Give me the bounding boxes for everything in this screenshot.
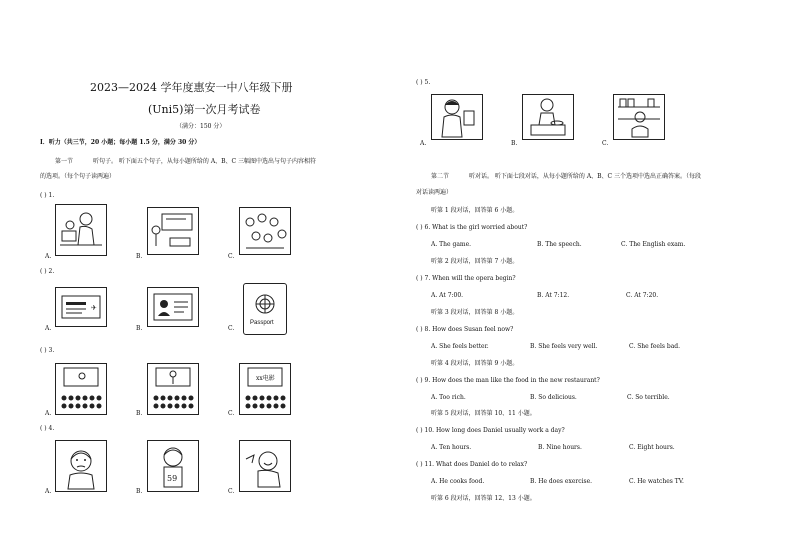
question-number: ( ) 4. — [40, 425, 55, 432]
option-b: B. At 7:12. — [537, 292, 570, 299]
exam-subtitle: (Uni5)第一次月考试卷 — [148, 103, 261, 116]
svg-text:✈: ✈ — [91, 304, 97, 312]
option-b: B. Nine hours. — [538, 444, 582, 451]
audience-screen-image — [55, 363, 107, 415]
question-9: ( ) 9. How does the man like the food in the new restaurant? — [416, 377, 600, 384]
section1-instruction-cont: 的选项。（每个句子读两遍） — [40, 173, 116, 180]
question-11: ( ) 11. What does Daniel do to relax? — [416, 461, 528, 468]
question-6: ( ) 6. What is the girl worried about? — [416, 224, 528, 231]
option-c: C. Eight hours. — [629, 444, 675, 451]
option-c: C. So terrible. — [627, 394, 670, 401]
audience-speaker-image — [147, 363, 199, 415]
question-7: ( ) 7. When will the opera begin? — [416, 275, 516, 282]
dialogue-note: 听第 2 段对话，回答第 7 小题。 — [431, 258, 519, 265]
option-a: A. She feels better. — [431, 343, 489, 350]
movie-label: xx电影 — [256, 375, 275, 382]
question-8: ( ) 8. How does Susan feel now? — [416, 326, 514, 333]
option-c: C. She feels bad. — [629, 343, 681, 350]
woman-cooking-image — [522, 94, 574, 140]
classroom-image — [147, 207, 199, 255]
option-c: C. — [228, 253, 235, 260]
option-b: B. She feels very well. — [530, 343, 598, 350]
question-10: ( ) 10. How long does Daniel usually work a day? — [416, 427, 565, 434]
section1-label: 第一节 — [55, 158, 74, 165]
happy-girl-image — [239, 440, 291, 492]
question-number: ( ) 1. — [40, 192, 55, 199]
question-number: ( ) 2. — [40, 268, 55, 275]
svg-text:59: 59 — [167, 474, 178, 483]
teacher-at-computer-image — [55, 204, 107, 256]
passport-label: Passport — [250, 320, 274, 326]
option-c: C. — [228, 325, 235, 332]
option-c: C. The English exam. — [621, 241, 686, 248]
option-c: C. He watches TV. — [629, 478, 684, 485]
option-a: A. At 7:00. — [431, 292, 464, 299]
option-b: B. — [136, 410, 143, 417]
option-c: C. — [228, 410, 235, 417]
dialogue-note: 听第 3 段对话，回答第 8 小题。 — [431, 309, 519, 316]
exam-title: 2023—2024 学年度惠安一中八年级下册 — [90, 81, 293, 94]
students-party-image — [239, 207, 291, 255]
supermarket-shelf-image — [613, 94, 665, 140]
audience-movie-image — [239, 363, 291, 415]
option-a: A. — [45, 488, 52, 495]
full-score: （满分：150 分） — [176, 123, 226, 130]
section2-label: 第二节 — [431, 173, 450, 180]
woman-holding-paper-image — [431, 94, 483, 140]
section1-instruction: 听句子。 听下面五个句子，从每小题所给的 A、B、C 三幅图中选出与句子内容相符 — [93, 158, 317, 165]
section2-instruction: 听对话。 听下面七段对话，从每小题所给的 A、B、C 三个选项中选出正确答案。（每段 — [469, 173, 702, 180]
option-b: B. — [511, 140, 518, 147]
worried-girl-image — [55, 440, 107, 492]
option-a: A. — [45, 253, 52, 260]
option-c: C. — [228, 488, 235, 495]
option-a: A. — [420, 140, 427, 147]
option-a: A. The game. — [431, 241, 472, 248]
question-number: ( ) 3. — [40, 347, 55, 354]
option-b: B. He does exercise. — [530, 478, 593, 485]
option-c: C. — [602, 140, 609, 147]
dialogue-note: 听第 4 段对话，回答第 9 小题。 — [431, 360, 519, 367]
option-b: B. So delicious. — [530, 394, 577, 401]
dialogue-note: 听第 1 段对话，回答第 6 小题。 — [431, 207, 519, 214]
option-b: B. — [136, 325, 143, 332]
option-b: B. The speech. — [537, 241, 582, 248]
option-a: A. Too rich. — [431, 394, 466, 401]
option-a: A. — [45, 410, 52, 417]
option-b: B. — [136, 488, 143, 495]
passport-image — [243, 283, 287, 335]
section2-instruction-cont: 对话读两遍） — [416, 189, 453, 196]
option-a: A. — [45, 325, 52, 332]
listening-heading: I．听力（共三节，20 小题；每小题 1.5 分，满分 30 分） — [40, 139, 201, 146]
option-b: B. — [136, 253, 143, 260]
dialogue-note: 听第 5 段对话，回答第 10、11 小题。 — [431, 410, 536, 417]
option-c: C. At 7:20. — [626, 292, 659, 299]
option-a: A. Ten hours. — [431, 444, 472, 451]
girl-with-test-image — [147, 440, 199, 492]
id-card-image — [147, 287, 199, 327]
question-number: ( ) 5. — [416, 79, 431, 86]
option-a: A. He cooks food. — [431, 478, 485, 485]
dialogue-note: 听第 6 段对话，回答第 12、13 小题。 — [431, 495, 536, 502]
boarding-pass-image — [55, 287, 107, 327]
